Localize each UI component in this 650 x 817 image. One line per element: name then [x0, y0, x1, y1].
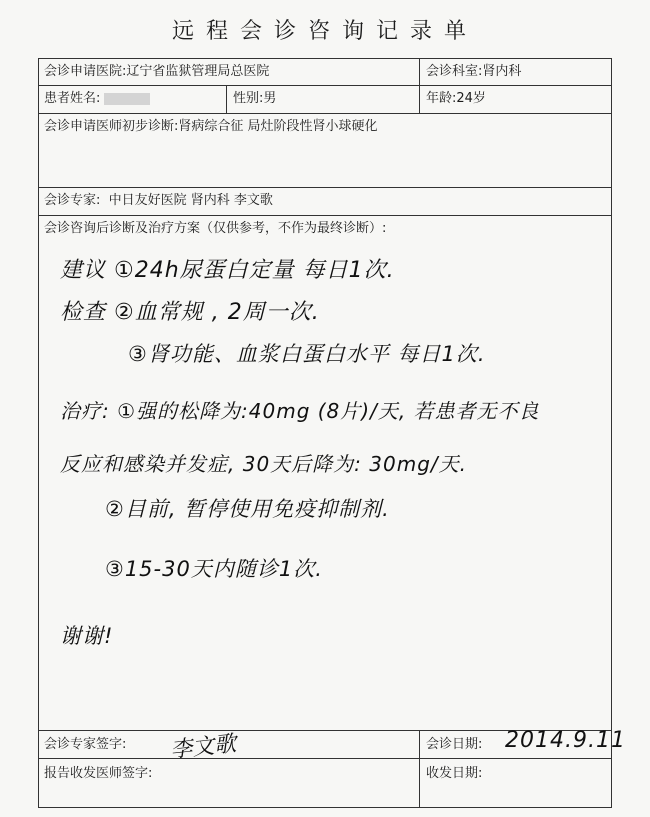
department-label: 会诊科室: — [426, 64, 483, 79]
age-value: 24岁 — [456, 91, 486, 106]
plan-label: 会诊咨询后诊断及治疗方案（仅供参考，不作为最终诊断）: — [44, 221, 387, 236]
handwritten-line: 治疗: ①强的松降为:40mg (8片)/天, 若患者无不良 — [60, 399, 540, 423]
row-divider — [39, 85, 611, 86]
hospital-field — [39, 64, 269, 80]
row-divider — [39, 758, 611, 759]
initial-diagnosis-label: 会诊申请医师初步诊断: — [44, 119, 179, 134]
document-title: 远程会诊咨询记录单 — [171, 19, 478, 44]
handwritten-line: 建议 ①24h尿蛋白定量 每日1次. — [60, 258, 395, 283]
handwritten-line: 谢谢! — [60, 624, 114, 648]
age-label: 年龄: — [426, 91, 457, 106]
expert-value: 中日友好医院 肾内科 李文歌 — [108, 193, 273, 208]
redacted-name — [104, 93, 150, 105]
handwritten-line: 反应和感染并发症, 30天后降为: 30mg/天. — [60, 452, 467, 476]
column-divider — [419, 730, 420, 807]
expert-signature: 李文歌 — [169, 731, 238, 764]
row-divider — [39, 113, 611, 114]
column-divider — [226, 85, 227, 113]
row-divider — [39, 215, 611, 216]
row-divider — [39, 187, 611, 188]
expert-field — [39, 193, 273, 209]
consult-date-label: 会诊日期: — [426, 737, 483, 752]
expert-label: 会诊专家: — [44, 193, 101, 208]
hospital-label: 会诊申请医院: — [44, 64, 127, 79]
handwritten-line: ③15-30天内随诊1次. — [105, 557, 323, 581]
gender-value: 男 — [263, 91, 277, 106]
report-signature-label: 报告收发医师签字: — [44, 766, 153, 781]
column-divider — [419, 59, 420, 113]
gender-field — [228, 91, 276, 107]
age-field — [421, 91, 486, 107]
initial-diagnosis-value: 肾病综合征 局灶阶段性肾小球硬化 — [178, 119, 378, 134]
department-value: 肾内科 — [482, 64, 522, 79]
handwritten-date: 2014.9.11 — [505, 728, 626, 753]
patient-field — [39, 91, 150, 107]
handwritten-line: 检查 ②血常规 , 2周一次. — [60, 300, 320, 325]
patient-label: 患者姓名: — [44, 91, 101, 106]
handwritten-line: ②目前, 暂停使用免疫抑制剂. — [105, 497, 390, 521]
initial-diagnosis-field — [39, 119, 378, 135]
receive-date-label: 收发日期: — [426, 766, 483, 781]
handwritten-line: ③肾功能、血浆白蛋白水平 每日1次. — [128, 342, 486, 366]
consultation-form — [38, 58, 612, 808]
department-field — [421, 64, 521, 80]
gender-label: 性别: — [233, 91, 264, 106]
expert-signature-label: 会诊专家签字: — [44, 737, 127, 752]
hospital-value: 辽宁省监狱管理局总医院 — [126, 64, 270, 79]
